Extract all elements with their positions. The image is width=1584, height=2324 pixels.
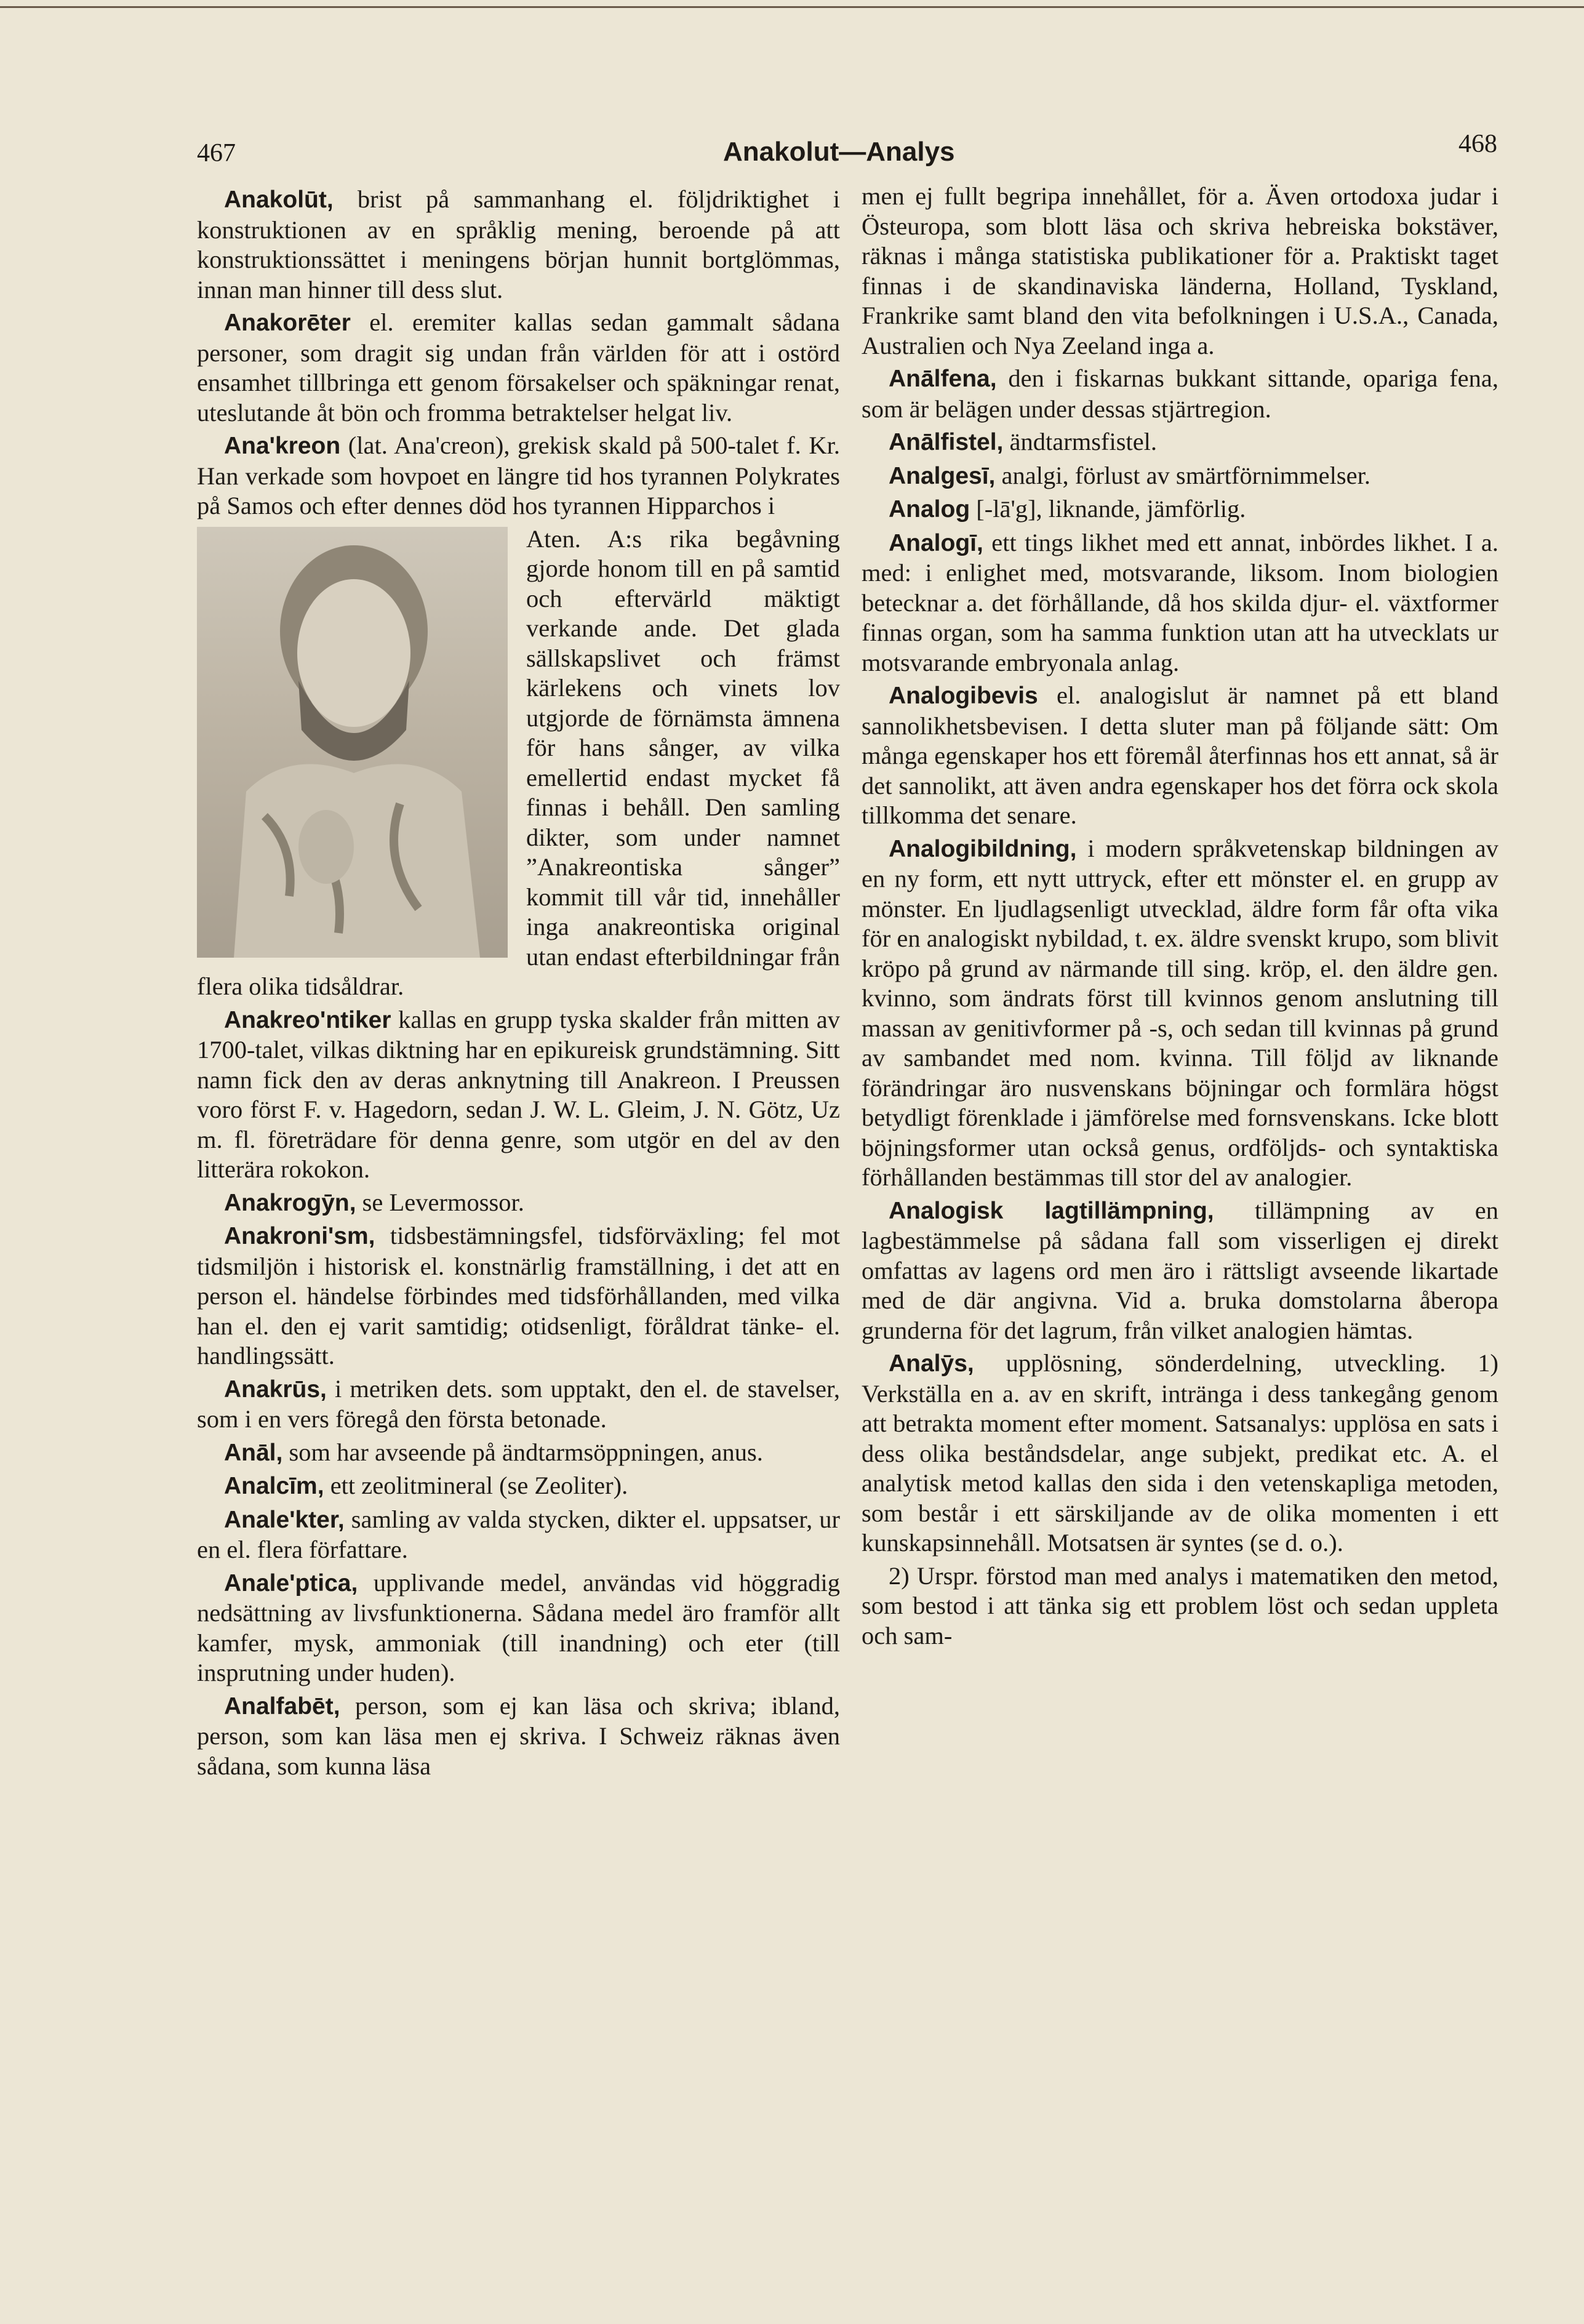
entry bbox=[862, 461, 1498, 492]
entry bbox=[862, 681, 1498, 831]
definition: ett zeolitmineral (se Zeoliter). bbox=[324, 1472, 628, 1499]
top-rule bbox=[0, 6, 1584, 8]
page-number-left: 467 bbox=[197, 139, 236, 167]
entry bbox=[197, 308, 840, 428]
entry bbox=[862, 182, 1498, 361]
headword: Analogibildning, bbox=[889, 835, 1077, 862]
headword: Analogisk lagtillämpning, bbox=[889, 1197, 1214, 1224]
entry bbox=[862, 494, 1498, 525]
definition: brist på sammanhang el. följdriktighet i konstruktionen av en språklig mening, beroende på att konstruktionssättet i meningens början hunnit bortglömmas, innan man hinner till dess slut. bbox=[197, 185, 840, 303]
right-column bbox=[862, 182, 1498, 1654]
definition: (lat. Ana'creon), grekisk skald på 500-talet f. Kr. Han verkade som hovpoet en längre tid hos tyrannen Polykrates på Samos och efter dennes död hos tyrannen Hipparchos i bbox=[197, 431, 840, 519]
entry bbox=[197, 1005, 840, 1185]
headword: Anakrogȳn, bbox=[224, 1189, 356, 1216]
headword: Analog bbox=[889, 496, 970, 523]
definition: Aten. A:s rika begåvning gjorde honom till en på samtid och eftervärld mäktigt verkande ande. Det glada sällskapslivet och främst kärlekens och vinets lov utgjorde de förnämsta ämnena för hans sånger, av vilka emellertid endast mycket få finnas i behåll. Den samling dikter, som under namnet ”Anakreontiska sånger” kommit till vår tid, innehåller inga anakreontiska original utan endast efterbildningar från flera olika tidsåldrar. bbox=[197, 524, 840, 1000]
headword: Analgesī, bbox=[889, 462, 996, 489]
headword: Anālfena, bbox=[889, 366, 997, 392]
headword: Anale'ptica, bbox=[224, 1569, 358, 1597]
entry bbox=[862, 1348, 1498, 1558]
headword: Anakorēter bbox=[224, 310, 351, 336]
definition: tidsbestämningsfel, tidsförväxling; fel mot tidsmiljön i historisk el. konstnärlig framställning, i det att en person el. händelse förbindes med tidsförhållanden, med vilka han el. den ej varit samtidig; otidsenligt, föråldrat tänke- el. handlingssätt. bbox=[197, 1222, 840, 1369]
headword: Analogibevis bbox=[889, 683, 1038, 709]
headword: Anakrūs, bbox=[224, 1376, 327, 1403]
definition: el. eremiter kallas sedan gammalt sådana personer, som dragit sig undan från världen för att i ostörd ensamhet tillbringa ett genom försakelser och späkningar renat, uteslutande åt bön och fromma betraktelser helgat liv. bbox=[197, 308, 840, 427]
entry bbox=[197, 1691, 840, 1782]
headword: Analogī, bbox=[889, 529, 983, 556]
entry bbox=[862, 364, 1498, 424]
definition: men ej fullt begripa innehållet, för a. Även ortodoxa judar i Östeuropa, som blott läsa och skriva hebreiska bokstäver, räknas i många statistiska publikationer för a. Praktiskt taget finnas i de skandinaviska länderna, Holland, Tyskland, Frankrike samt bland den vita befolkningen i U.S.A., Canada, Australien och Nya Zeeland inga a. bbox=[862, 182, 1498, 359]
entry bbox=[197, 1505, 840, 1565]
definition: upplösning, sönderdelning, utveckling. 1) Verkställa en a. av en skrift, intränga i dess tankegång genom att betrakta moment efter moment. Satsanalys: upplösa en sats i dess olika beståndsdelar, ange subjekt, predikat etc. A. el analytisk metod kallas den sida i den vetenskapliga metoden, som består i ett särskiljande av de olika momenten i ett kunskapsinnehåll. Motsatsen är syntes (se d. o.). bbox=[862, 1349, 1498, 1557]
entry bbox=[197, 1471, 840, 1502]
definition: ändtarmsfistel. bbox=[1003, 428, 1158, 455]
entry bbox=[862, 1196, 1498, 1346]
entry bbox=[197, 431, 840, 521]
headword: Anakreo'ntiker bbox=[224, 1006, 391, 1033]
definition: i metriken dets. som upptakt, den el. de stavelser, som i en vers föregå den första betonade. bbox=[197, 1374, 840, 1433]
running-head: Anakolut—Analys bbox=[723, 137, 955, 167]
headword: Analȳs, bbox=[889, 1350, 974, 1377]
definition: se Levermossor. bbox=[356, 1188, 524, 1216]
entry bbox=[197, 185, 840, 305]
entry bbox=[197, 1374, 840, 1435]
headword: Anale'kter, bbox=[224, 1506, 345, 1533]
definition: ett tings likhet med ett annat, inbördes likhet. I a. med: i enlighet med, motsvarande, liksom. Inom biologien betecknar a. det förhållande, då hos skilda djur- el. växtformer finnas organ, som ha samma funktion utan att ha utvecklats ur motsvarande embryonala anlag. bbox=[862, 528, 1498, 676]
headword: Ana'kreon bbox=[224, 433, 341, 459]
entry bbox=[197, 1221, 840, 1371]
definition: samling av valda stycken, dikter el. uppsatser, ur en el. flera författare. bbox=[197, 1505, 840, 1563]
entry bbox=[862, 427, 1498, 458]
entry bbox=[862, 528, 1498, 678]
left-column bbox=[197, 185, 840, 1784]
headword: Anakroni'sm, bbox=[224, 1223, 375, 1249]
entry bbox=[862, 1561, 1498, 1651]
headword: Anālfistel, bbox=[889, 429, 1004, 455]
definition: person, som ej kan läsa och skriva; ibland, person, som kan läsa men ej skriva. I Schweiz räknas även sådana, som kunna läsa bbox=[197, 1691, 840, 1780]
definition: [-lā'g], liknande, jämförlig. bbox=[970, 495, 1246, 523]
headword: Anakolūt, bbox=[224, 186, 334, 213]
definition: analgi, förlust av smärtförnimmelser. bbox=[995, 461, 1370, 489]
headword: Anāl, bbox=[224, 1439, 283, 1466]
definition: el. analogislut är namnet på ett bland sannolikhetsbevisen. I detta sluter man på följande sätt: Om många egenskaper hos ett föremål återfinnas hos ett annat, så är det sannolikt, att även andra egenskaper hos det förra ock skola tillkomma det senare. bbox=[862, 681, 1498, 829]
definition: kallas en grupp tyska skalder från mitten av 1700-talet, vilkas diktning har en epikureisk grundstämning. Sitt namn fick den av deras anknytning till Anakreon. I Preussen voro först F. v. Hagedorn, sedan J. W. L. Gleim, J. N. Götz, Uz m. fl. företrädare för denna genre, som utgör en del av den litterära rokokon. bbox=[197, 1005, 840, 1183]
definition: upplivande medel, användas vid höggradig nedsättning av livsfunktionerna. Sådana medel äro framför allt kamfer, mysk, ammoniak (till inandning) och eter (till insprutning under huden). bbox=[197, 1568, 840, 1686]
definition: i modern språkvetenskap bildningen av en ny form, ett nytt uttryck, efter ett mönster el. en grupp av mönster. En ljudlagsenligt utvecklad, äldre form får ofta vika för en analogiskt nybildad, t. ex. äldre svenskt krupo, som blivit kröpo på grund av närmande till sing. kröp, el. den äldre gen. kvinno, som ändrats först till kvinnos genom anslutning till massan av genitivformer på -s, och sedan till kvinnas på grund av sambandet med nom. kvinna. Till följd av liknande förändringar äro nusvenskans böjningar och formlära högst betydligt förenklade i jämförelse med fornsvenskans. Icke blott böjningsformer utan också genus, ordföljds- och syntaktiska förhållanden bestämmas till stor del av analogier. bbox=[862, 834, 1498, 1191]
headword: Analcīm, bbox=[224, 1473, 324, 1499]
entry bbox=[197, 1568, 840, 1688]
definition: 2) Urspr. förstod man med analys i matematiken den metod, som bestod i att tänka sig ett problem löst och sedan uppleta och sam- bbox=[862, 1561, 1498, 1649]
entry bbox=[862, 834, 1498, 1193]
definition: tillämpning av en lagbestämmelse på sådana fall som visserligen ej direkt omfattas av lagens ord men äro i rättsligt avseende likartade med de där angivna. Vid a. bruka domstolarna åberopa grunderna för det lagrum, från vilket analogien hämtas. bbox=[862, 1196, 1498, 1344]
entry bbox=[197, 1188, 840, 1219]
page-number-right: 468 bbox=[1458, 130, 1497, 158]
definition: den i fiskarnas bukkant sittande, opariga fena, som är belägen under dessas stjärtregion. bbox=[862, 364, 1498, 423]
definition: som har avseende på ändtarmsöppningen, anus. bbox=[282, 1438, 763, 1466]
entry bbox=[197, 1438, 840, 1469]
headword: Analfabēt, bbox=[224, 1693, 340, 1720]
anakreon-portrait-image bbox=[197, 527, 508, 958]
